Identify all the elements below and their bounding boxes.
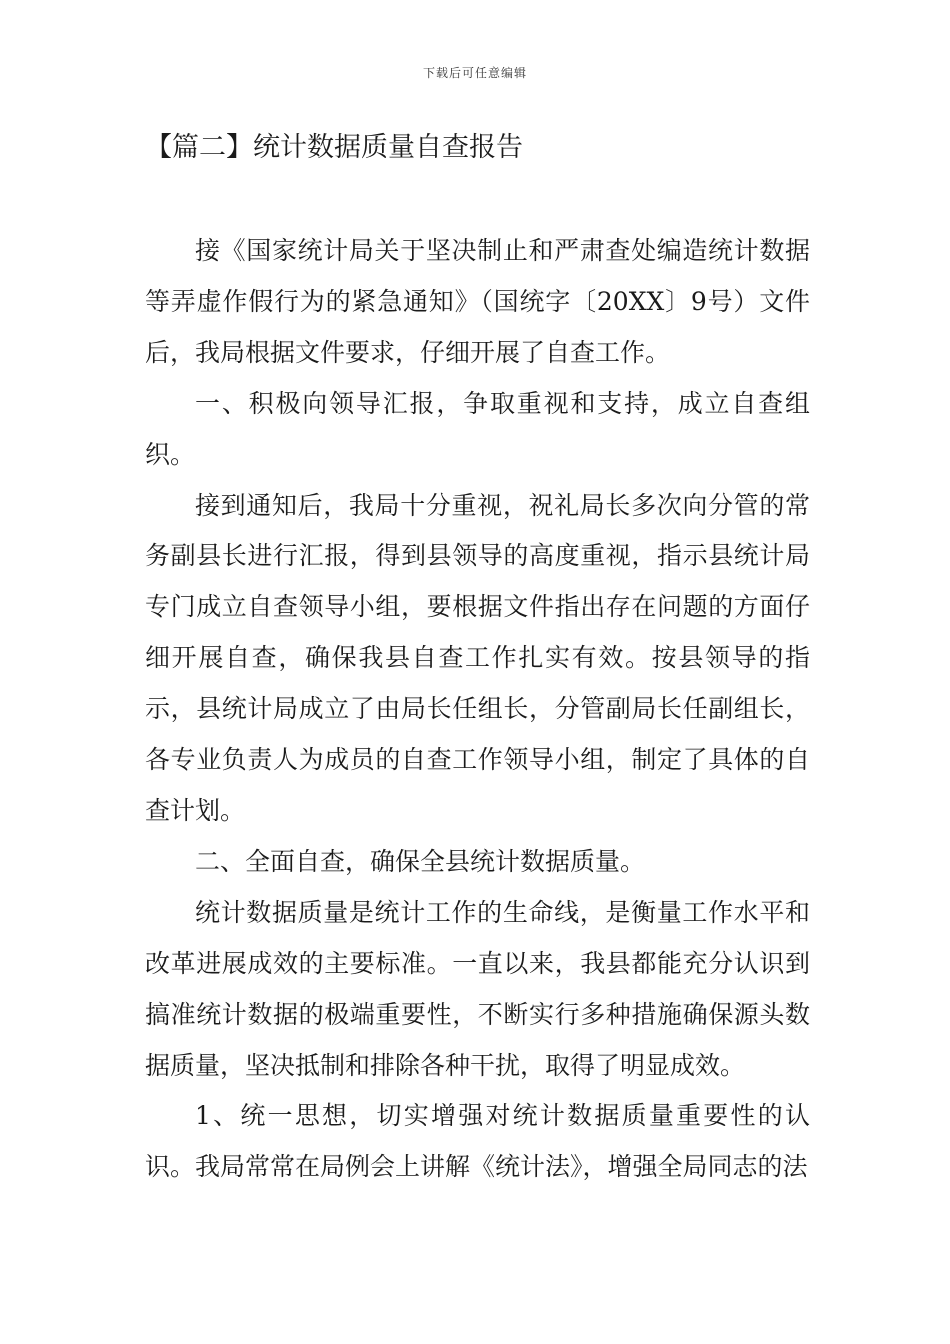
- paragraph-point-one: 1、统一思想，切实增强对统计数据质量重要性的认识。我局常常在局例会上讲解《统计法》，增强全局同志的法: [145, 1101, 810, 1182]
- paragraph-section-two-body: 统计数据质量是统计工作的生命线，是衡量工作水平和改革进展成效的主要标准。一直以来，我县都能充分认识到搞准统计数据的极端重要性，不断实行多种措施确保源头数据质量，坚决抵制和排除各种干扰，取得了明显成效。: [145, 897, 810, 1080]
- paragraph-section-one-body: 接到通知后，我局十分重视，祝礼局长多次向分管的常务副县长进行汇报，得到县领导的高度重视，指示县统计局专门成立自查领导小组，要根据文件指出存在问题的方面仔细开展自查，确保我县自查工作扎实有效。按县领导的指示，县统计局成立了由局长任组长，分管副局长任副组长，各专业负责人为成员的自查工作领导小组，制定了具体的自查计划。: [145, 490, 810, 825]
- paragraph-intro: 接《国家统计局关于坚决制止和严肃查处编造统计数据等弄虚作假行为的紧急通知》（国统字〔20XX〕9号）文件后，我局根据文件要求，仔细开展了自查工作。: [145, 236, 810, 367]
- document-title: 【篇二】统计数据质量自查报告: [145, 132, 523, 163]
- document-body: [145, 226, 810, 1193]
- header-note: 下载后可任意编辑: [422, 66, 527, 80]
- paragraph-section-two-heading: 二、全面自查，确保全县统计数据质量。: [195, 846, 646, 876]
- paragraph-section-one-heading: 一、积极向领导汇报，争取重视和支持，成立自查组织。: [145, 388, 810, 469]
